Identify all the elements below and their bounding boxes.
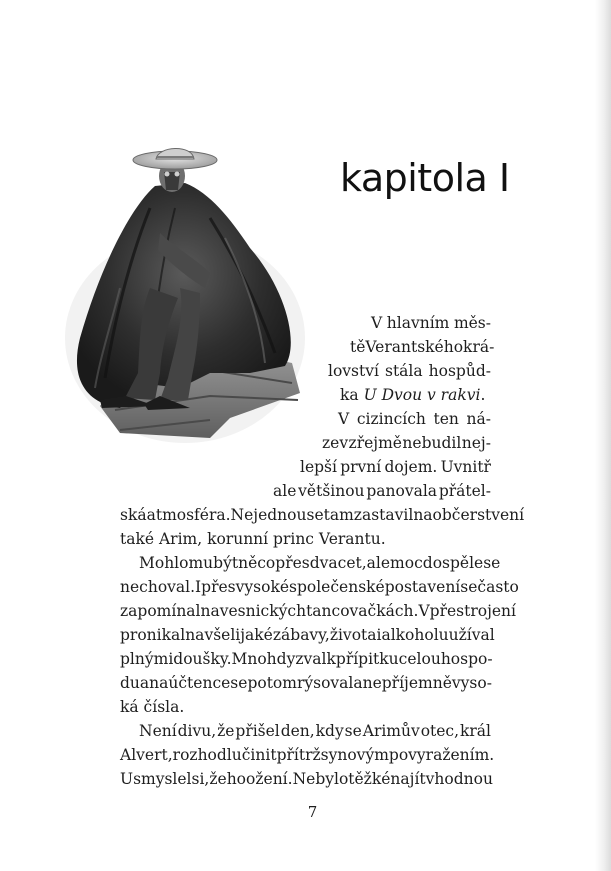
word: užíval — [448, 626, 495, 644]
word: kdy — [315, 722, 344, 740]
text-line-6 — [322, 433, 491, 453]
word: atmosféra. — [146, 506, 231, 524]
word: k — [326, 650, 336, 668]
word: se — [306, 506, 324, 524]
word: nebudil — [402, 434, 462, 452]
text-line-11 — [139, 553, 501, 573]
word: přípitku — [335, 650, 399, 668]
word: Nejednou — [230, 506, 307, 524]
word: V — [418, 602, 430, 620]
text-line-7 — [300, 457, 491, 477]
word: se — [483, 554, 501, 572]
word: hlavním — [386, 314, 450, 332]
word: Mohlo — [139, 554, 189, 572]
word: postavení — [384, 578, 461, 596]
text-line-2 — [350, 337, 495, 357]
word: vhodnou — [425, 770, 493, 788]
word: přátel- — [438, 482, 491, 500]
word: že — [209, 770, 227, 788]
line-text: ká čísla. — [120, 698, 185, 716]
word: zastavil — [353, 506, 414, 524]
word: všelijaké — [204, 626, 273, 644]
word: ožení. — [246, 770, 293, 788]
word: se — [460, 578, 478, 596]
word: du — [120, 674, 140, 692]
word: král — [459, 722, 491, 740]
word: dospěle — [422, 554, 484, 572]
text-line-17 — [120, 697, 184, 717]
word: nej- — [461, 434, 491, 452]
word: občerstvení — [432, 506, 525, 524]
word: přišel — [235, 722, 280, 740]
page-number: 7 — [307, 803, 318, 821]
text-line-13 — [120, 601, 516, 621]
text-line-4 — [340, 385, 485, 405]
word: najít — [390, 770, 426, 788]
text-line-18 — [139, 721, 491, 741]
word: rozhodl — [172, 746, 232, 764]
word: Alvert, — [120, 746, 173, 764]
word: . — [480, 386, 486, 404]
word: zval — [295, 650, 327, 668]
word: synovým — [320, 746, 389, 764]
word: přítrž — [276, 746, 321, 764]
text-line-12 — [120, 577, 519, 597]
text-line-10 — [120, 529, 386, 549]
word: většinou — [298, 482, 365, 500]
word: se — [344, 722, 362, 740]
cloaked-figure-illustration — [60, 138, 305, 448]
word: panovala — [366, 482, 438, 500]
word: na — [200, 602, 220, 620]
word: tam — [323, 506, 354, 524]
word: často — [477, 578, 519, 596]
word: na — [149, 674, 169, 692]
word: zapomínal — [120, 602, 201, 620]
word: učinit — [231, 746, 277, 764]
text-line-9 — [120, 505, 525, 525]
line-text: také Arim, korunní princ Verantu. — [120, 530, 386, 548]
word: společenské — [289, 578, 385, 596]
word: dojem. — [384, 458, 438, 476]
word: lovství — [328, 362, 379, 380]
word: hospůd- — [428, 362, 491, 380]
word: nechoval. — [120, 578, 196, 596]
word: ka — [340, 386, 359, 404]
word: že — [217, 722, 235, 740]
word: dvacet, — [309, 554, 367, 572]
word: otec, — [420, 722, 460, 740]
word: V — [371, 314, 383, 332]
word: měs- — [453, 314, 491, 332]
word: vysoké — [235, 578, 290, 596]
text-line-5 — [338, 409, 491, 429]
word: tancovačkách. — [306, 602, 419, 620]
text-line-1 — [371, 313, 491, 333]
word: tě — [350, 338, 366, 356]
text-line-20 — [120, 769, 491, 789]
word: být — [213, 554, 239, 572]
word: mu — [188, 554, 214, 572]
word: něco — [238, 554, 276, 572]
word: Uvnitř — [440, 458, 491, 476]
word: Usmyslel — [120, 770, 192, 788]
word: účtence — [168, 674, 231, 692]
word: vyso- — [451, 674, 492, 692]
word: těžké — [348, 770, 391, 788]
word: I — [195, 578, 202, 596]
word: ale — [273, 482, 297, 500]
text-line-3 — [328, 361, 491, 381]
word: Arimův — [362, 722, 420, 740]
word: celou — [398, 650, 441, 668]
text-line-15 — [120, 649, 491, 669]
word: i — [376, 626, 382, 644]
word: na — [413, 506, 433, 524]
word: první — [340, 458, 382, 476]
word: divu, — [177, 722, 217, 740]
text-line-8 — [273, 481, 491, 501]
word: života — [329, 626, 377, 644]
word: ten — [433, 410, 459, 428]
word: lepší — [300, 458, 337, 476]
word: plnými — [120, 650, 174, 668]
word: zřejmě — [348, 434, 402, 452]
word: pronikal — [120, 626, 186, 644]
word: Není — [139, 722, 177, 740]
text-line-14 — [120, 625, 495, 645]
inn-name: U Dvou v rakvi — [363, 386, 481, 404]
word: stála — [384, 362, 423, 380]
word: den, — [280, 722, 315, 740]
word: potom — [247, 674, 297, 692]
word: moc — [390, 554, 423, 572]
page-edge-shadow — [595, 0, 611, 871]
word: Verantského — [365, 338, 464, 356]
word: ná- — [466, 410, 491, 428]
word: cizincích — [356, 410, 426, 428]
word: vesnických — [219, 602, 307, 620]
word: Mnohdy — [231, 650, 296, 668]
word: zev — [322, 434, 349, 452]
word: rýsovala — [296, 674, 363, 692]
text-line-16 — [120, 673, 491, 693]
word: ale — [366, 554, 391, 572]
word: ho — [226, 770, 247, 788]
word: přes — [275, 554, 310, 572]
word: doušky. — [173, 650, 232, 668]
word: nepříjemně — [362, 674, 452, 692]
word: si, — [191, 770, 210, 788]
word: krá- — [463, 338, 495, 356]
word: ská — [120, 506, 147, 524]
text-line-19 — [120, 745, 495, 765]
word: alkoholu — [381, 626, 449, 644]
word: zábavy, — [272, 626, 330, 644]
word: se — [230, 674, 248, 692]
word: Nebylo — [292, 770, 349, 788]
word: povyražením. — [388, 746, 495, 764]
word: V — [338, 410, 350, 428]
word: hospo- — [440, 650, 493, 668]
word: a — [139, 674, 150, 692]
word: přestrojení — [429, 602, 516, 620]
chapter-title: kapitola I — [340, 156, 510, 200]
word: přes — [201, 578, 236, 596]
word: na — [185, 626, 205, 644]
